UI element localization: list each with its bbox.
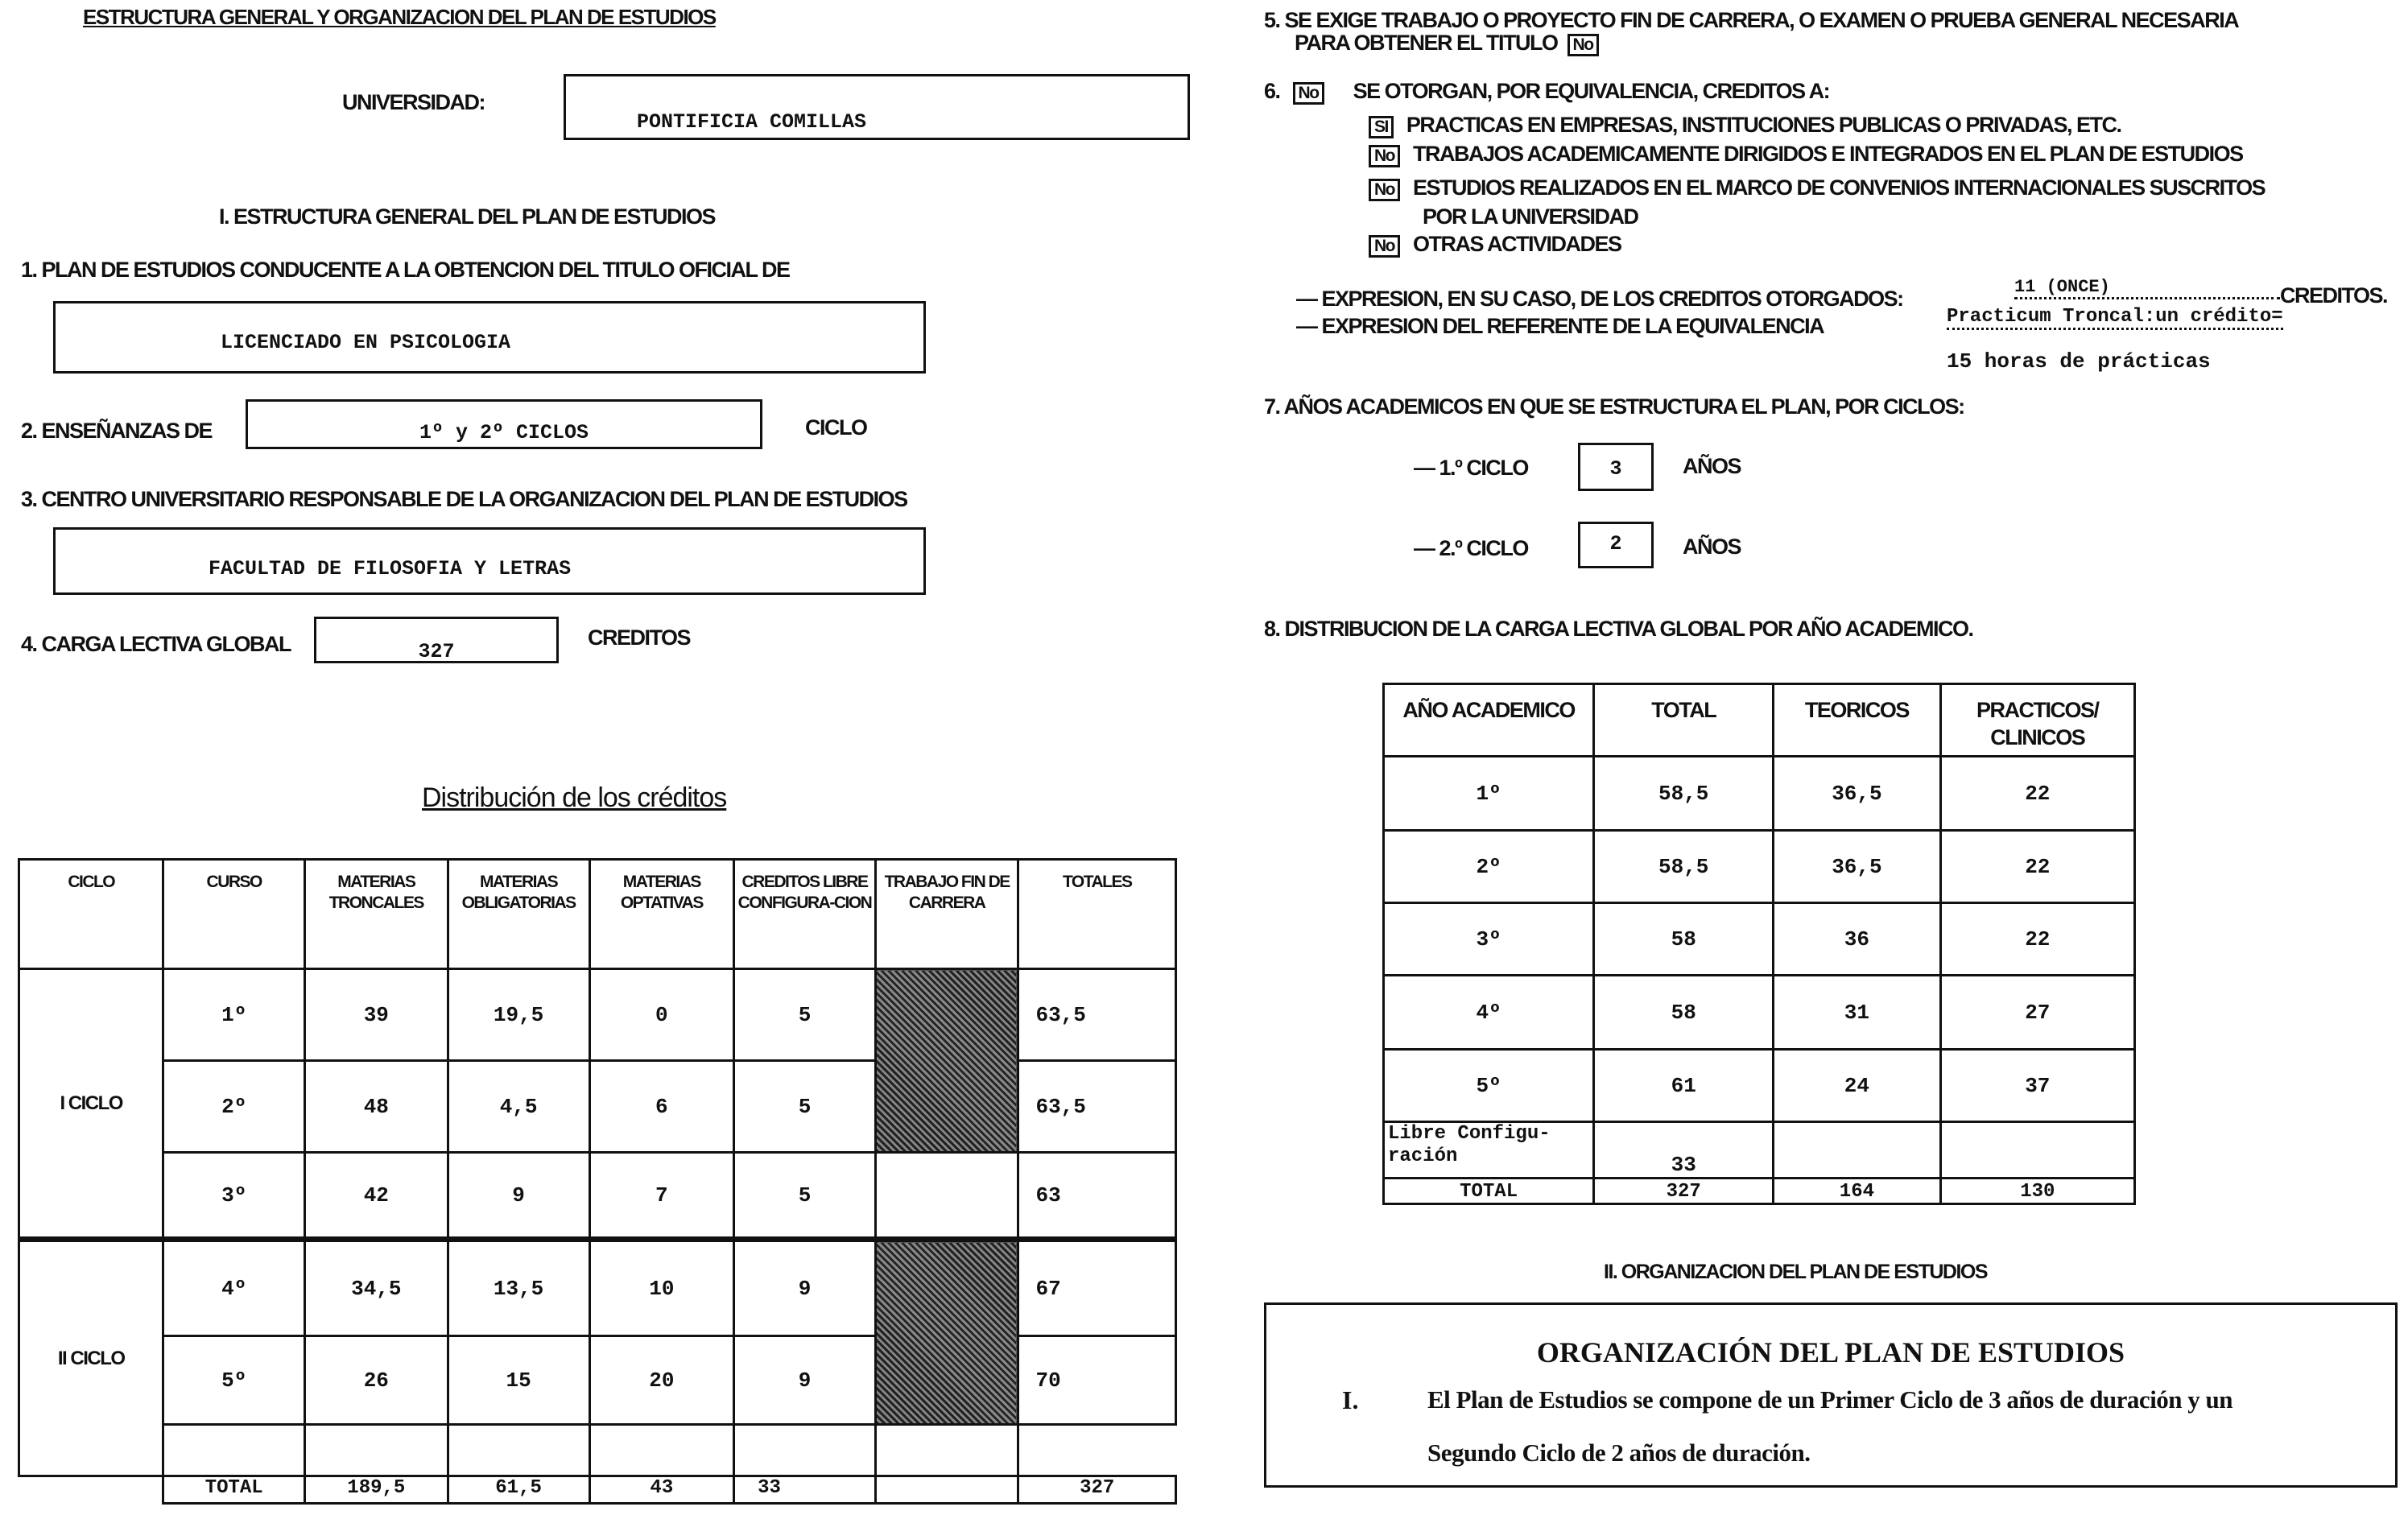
expr2-value-line1: Practicum Troncal:un crédito= <box>1947 306 2283 330</box>
table-cell: 58 <box>1594 903 1774 976</box>
q4-field <box>314 617 559 663</box>
table-cell: 22 <box>1940 757 2134 831</box>
table-cell: 22 <box>1940 831 2134 903</box>
table-cell: 70 <box>1018 1336 1176 1425</box>
table-cell <box>1774 1122 1940 1179</box>
q4-value: 327 <box>418 640 455 663</box>
table-cell: 31 <box>1774 976 1940 1050</box>
table-cell: 5º <box>163 1336 305 1425</box>
col-header-ano: AÑO ACADEMICO <box>1384 684 1594 757</box>
libre-value: 33 <box>1594 1122 1774 1179</box>
q3-field <box>53 527 926 595</box>
q3-label: 3. CENTRO UNIVERSITARIO RESPONSABLE DE LA ORGANIZACION DEL PLAN DE ESTUDIOS <box>21 487 907 511</box>
credits-table <box>18 858 1177 1505</box>
total-label: TOTAL <box>1384 1179 1594 1204</box>
shaded-cell <box>875 1240 1018 1425</box>
table-cell: 22 <box>1940 903 2134 976</box>
col-header-optativas: MATERIAS OPTATIVAS <box>589 860 734 969</box>
organization-item-line1: El Plan de Estudios se compone de un Primer Ciclo de 3 años de duración y un <box>1427 1385 2233 1414</box>
table-row <box>19 1240 1176 1336</box>
table-cell: 36 <box>1774 903 1940 976</box>
q6-label: SE OTORGAN, POR EQUIVALENCIA, CREDITOS A: <box>1353 79 1830 103</box>
table-cell: 63,5 <box>1018 969 1176 1061</box>
table-row <box>19 1425 1176 1476</box>
q5-answer-box: No <box>1567 34 1599 56</box>
col-header-ciclo: CICLO <box>19 860 163 969</box>
table-row <box>1384 903 2135 976</box>
organization-box-title: ORGANIZACIÓN DEL PLAN DE ESTUDIOS <box>1536 1336 2125 1368</box>
table-cell: 4º <box>163 1240 305 1336</box>
col-header-troncales: MATERIAS TRONCALES <box>304 860 448 969</box>
section-2-title: II. ORGANIZACION DEL PLAN DE ESTUDIOS <box>1604 1261 1988 1283</box>
table-row <box>1384 757 2135 831</box>
total-cell: 164 <box>1774 1179 1940 1204</box>
credits-total-row <box>19 1476 1176 1504</box>
table-cell: 4,5 <box>448 1061 589 1153</box>
total-cell: 61,5 <box>448 1476 589 1504</box>
total-cell: 43 <box>589 1476 734 1504</box>
table-cell <box>734 1425 876 1476</box>
q7-ciclo2-box <box>1578 522 1654 568</box>
q6-item-mark: No <box>1369 179 1400 201</box>
table-row <box>1384 1122 2135 1179</box>
table-cell: 42 <box>304 1153 448 1240</box>
table-cell: 61 <box>1594 1050 1774 1122</box>
total-cell: 327 <box>1018 1476 1176 1504</box>
table-cell: 63 <box>1018 1153 1176 1240</box>
organization-box <box>1264 1302 2398 1488</box>
q6-item-text: TRABAJOS ACADEMICAMENTE DIRIGIDOS E INTEGRADOS EN EL PLAN DE ESTUDIOS <box>1413 142 2243 166</box>
table-cell: 63,5 <box>1018 1061 1176 1153</box>
q3-value: FACULTAD DE FILOSOFIA Y LETRAS <box>209 557 572 580</box>
col-header-teoricos: TEORICOS <box>1774 684 1940 757</box>
col-header-total: TOTAL <box>1594 684 1774 757</box>
expr2-value-line2: 15 horas de prácticas <box>1947 349 2211 374</box>
q6-item-1 <box>1369 113 2121 138</box>
q7-ciclo1-unit: AÑOS <box>1683 454 1741 478</box>
table-cell: 15 <box>448 1336 589 1425</box>
q6-item-3-line2: POR LA UNIVERSIDAD <box>1423 204 1638 229</box>
expr2-label: — EXPRESION DEL REFERENTE DE LA EQUIVALENCIA <box>1296 314 1824 338</box>
total-cell: 327 <box>1594 1179 1774 1204</box>
table-cell: 58 <box>1594 976 1774 1050</box>
universidad-label: UNIVERSIDAD: <box>342 90 485 114</box>
table-cell: 4º <box>1384 976 1594 1050</box>
q6-item-mark: SI <box>1369 116 1394 138</box>
table-cell: 58,5 <box>1594 831 1774 903</box>
q2-suffix: CICLO <box>805 415 867 440</box>
table-row <box>19 969 1176 1061</box>
q1-label: 1. PLAN DE ESTUDIOS CONDUCENTE A LA OBTENCION DEL TITULO OFICIAL DE <box>21 258 790 282</box>
q6-item-text: OTRAS ACTIVIDADES <box>1413 232 1621 256</box>
q5-label: PARA OBTENER EL TITULO <box>1295 31 1558 55</box>
table-cell: 7 <box>589 1153 734 1240</box>
q2-label: 2. ENSEÑANZAS DE <box>21 419 213 443</box>
q7-ciclo2-unit: AÑOS <box>1683 535 1741 559</box>
q6-number: 6. <box>1264 79 1280 103</box>
table-cell: 27 <box>1940 976 2134 1050</box>
table-cell: 5 <box>734 1061 876 1153</box>
table-cell: 13,5 <box>448 1240 589 1336</box>
expr1-suffix: CREDITOS. <box>2280 283 2388 308</box>
table-cell: 1º <box>163 969 305 1061</box>
credits-title: Distribución de los créditos <box>422 782 727 813</box>
total-label: TOTAL <box>163 1476 305 1504</box>
ciclo-2-label: II CICLO <box>19 1240 163 1476</box>
table-cell: 1º <box>1384 757 1594 831</box>
expr1-value: 11 (ONCE) <box>2014 277 2280 299</box>
q6-answer-box: No <box>1293 82 1324 105</box>
year-header-row <box>1384 684 2135 757</box>
table-cell: 3º <box>1384 903 1594 976</box>
table-row <box>1384 976 2135 1050</box>
organization-item-number: I. <box>1342 1385 1359 1414</box>
universidad-field <box>564 74 1190 140</box>
q4-suffix: CREDITOS <box>588 625 691 650</box>
table-cell: 48 <box>304 1061 448 1153</box>
table-cell: 10 <box>589 1240 734 1336</box>
credits-header-row <box>19 860 1176 969</box>
q6-item-text: ESTUDIOS REALIZADOS EN EL MARCO DE CONVENIOS INTERNACIONALES SUSCRITOS <box>1413 175 2266 200</box>
q1-field <box>53 301 926 374</box>
table-cell: 5 <box>734 969 876 1061</box>
table-cell <box>875 1153 1018 1240</box>
table-cell: 5º <box>1384 1050 1594 1122</box>
universidad-value: PONTIFICIA COMILLAS <box>637 110 867 134</box>
table-cell <box>875 1425 1018 1476</box>
table-cell <box>589 1425 734 1476</box>
col-header-practicos: PRACTICOS/ CLINICOS <box>1940 684 2134 757</box>
table-cell: 36,5 <box>1774 831 1940 903</box>
table-cell: 67 <box>1018 1240 1176 1336</box>
year-total-row <box>1384 1179 2135 1204</box>
table-cell: 37 <box>1940 1050 2134 1122</box>
q6-item-3 <box>1369 175 2265 201</box>
total-cell: 33 <box>734 1476 876 1504</box>
table-cell: 6 <box>589 1061 734 1153</box>
table-cell <box>304 1425 448 1476</box>
q6-item-2 <box>1369 142 2243 167</box>
table-cell: 9 <box>734 1240 876 1336</box>
q4-label: 4. CARGA LECTIVA GLOBAL <box>21 632 291 656</box>
document-title: ESTRUCTURA GENERAL Y ORGANIZACION DEL PLAN DE ESTUDIOS <box>83 5 716 29</box>
total-cell: 130 <box>1940 1179 2134 1204</box>
libre-label: Libre Configu- ración <box>1384 1122 1594 1179</box>
table-cell <box>163 1425 305 1476</box>
q6-item-mark: No <box>1369 235 1400 258</box>
table-cell <box>1940 1122 2134 1179</box>
q7-ciclo1-box <box>1578 443 1654 491</box>
table-cell: 2º <box>1384 831 1594 903</box>
q7-ciclo1-value: 3 <box>1609 457 1622 481</box>
q7-ciclo2-label: — 2.º CICLO <box>1414 536 1528 560</box>
ciclo-1-label: I CICLO <box>19 969 163 1240</box>
table-cell: 9 <box>448 1153 589 1240</box>
table-cell: 34,5 <box>304 1240 448 1336</box>
col-header-curso: CURSO <box>163 860 305 969</box>
q7-label: 7. AÑOS ACADEMICOS EN QUE SE ESTRUCTURA EL PLAN, POR CICLOS: <box>1264 394 1964 419</box>
table-cell <box>448 1425 589 1476</box>
table-cell: 0 <box>589 969 734 1061</box>
table-cell: 36,5 <box>1774 757 1940 831</box>
q6-header <box>1264 79 1829 105</box>
section-1-title: I. ESTRUCTURA GENERAL DEL PLAN DE ESTUDIOS <box>219 204 716 229</box>
table-cell: 9 <box>734 1336 876 1425</box>
table-cell: 3º <box>163 1153 305 1240</box>
table-cell: 26 <box>304 1336 448 1425</box>
q2-field <box>246 399 762 449</box>
table-cell <box>19 1476 163 1504</box>
table-cell: 39 <box>304 969 448 1061</box>
col-header-trabajo: TRABAJO FIN DE CARRERA <box>875 860 1018 969</box>
organization-item-line2: Segundo Ciclo de 2 años de duración. <box>1427 1439 1811 1467</box>
shaded-cell <box>875 969 1018 1153</box>
table-cell: 20 <box>589 1336 734 1425</box>
table-row <box>1384 1050 2135 1122</box>
table-cell: 58,5 <box>1594 757 1774 831</box>
col-header-totales: TOTALES <box>1018 860 1176 969</box>
q6-item-4 <box>1369 232 1621 258</box>
table-row <box>1384 831 2135 903</box>
col-header-libre: CREDITOS LIBRE CONFIGURA-CION <box>734 860 876 969</box>
q7-ciclo1-label: — 1.º CICLO <box>1414 456 1528 480</box>
q5-line2 <box>1295 31 1607 56</box>
q6-item-text: PRACTICAS EN EMPRESAS, INSTITUCIONES PUBLICAS O PRIVADAS, ETC. <box>1406 113 2121 137</box>
table-cell: 24 <box>1774 1050 1940 1122</box>
q7-ciclo2-value: 2 <box>1609 532 1622 555</box>
table-cell: 19,5 <box>448 969 589 1061</box>
total-cell: 189,5 <box>304 1476 448 1504</box>
q8-label: 8. DISTRIBUCION DE LA CARGA LECTIVA GLOBAL POR AÑO ACADEMICO. <box>1264 617 1973 641</box>
q6-item-mark: No <box>1369 145 1400 167</box>
year-distribution-table <box>1382 683 2136 1205</box>
table-cell: 5 <box>734 1153 876 1240</box>
q5-line1: 5. SE EXIGE TRABAJO O PROYECTO FIN DE CARRERA, O EXAMEN O PRUEBA GENERAL NECESARIA <box>1264 8 2239 32</box>
total-cell <box>875 1476 1018 1504</box>
table-row <box>19 1153 1176 1240</box>
col-header-obligatorias: MATERIAS OBLIGATORIAS <box>448 860 589 969</box>
expr1-label: — EXPRESION, EN SU CASO, DE LOS CREDITOS OTORGADOS: <box>1296 287 1903 311</box>
table-cell: 2º <box>163 1061 305 1153</box>
q2-value: 1º y 2º CICLOS <box>419 421 589 444</box>
q1-value: LICENCIADO EN PSICOLOGIA <box>221 331 511 354</box>
